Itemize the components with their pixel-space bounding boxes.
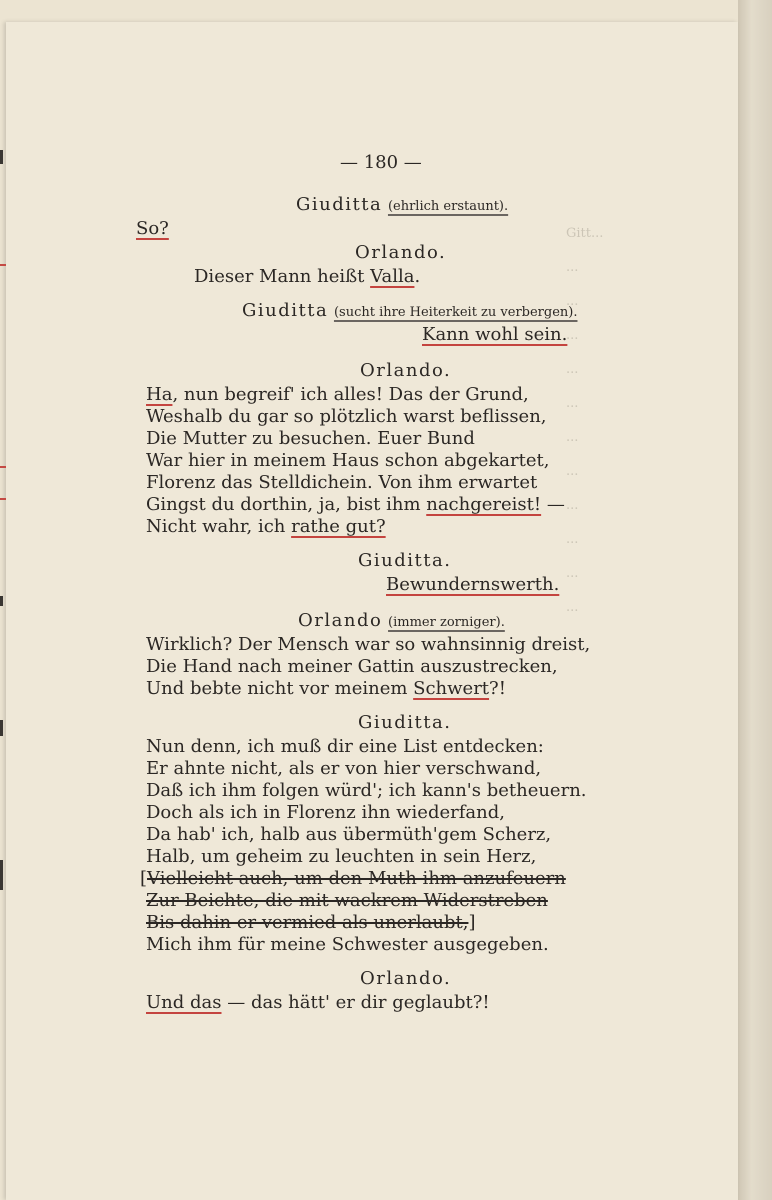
- verse-line: Doch als ich in Florenz ihn wiederfand,: [146, 802, 505, 823]
- verse-line: [146, 678, 506, 700]
- bleed-line: ...: [566, 328, 579, 343]
- bleed-line: ...: [566, 498, 579, 513]
- underlined-word: Ha: [146, 384, 173, 405]
- verse-line: [146, 912, 475, 934]
- verse-line: Florenz das Stelldichein. Von ihm erwartet: [146, 472, 538, 493]
- margin-mark: [0, 498, 6, 500]
- bleed-line: Gitt...: [566, 226, 604, 241]
- verse-line: [140, 868, 566, 890]
- verse-line: War hier in meinem Haus schon abgekartet,: [146, 450, 550, 471]
- speaker-name: Giuditta: [242, 300, 329, 321]
- verse-text: ?!: [489, 678, 506, 699]
- speaker-line: [298, 610, 505, 634]
- verse-line: [146, 494, 565, 516]
- stage-direction: (ehrlich erstaunt).: [387, 199, 509, 214]
- verse-text: Dieser Mann heißt: [194, 266, 371, 287]
- underlined-text: Kann wohl sein.: [422, 324, 568, 345]
- bleed-line: ...: [566, 362, 579, 377]
- underlined-word: nachgereist!: [426, 494, 542, 515]
- bleed-line: ...: [566, 566, 579, 581]
- speaker-name: Orlando: [298, 610, 383, 631]
- verse-line: [194, 266, 420, 288]
- page-edge: [738, 0, 772, 1200]
- verse-text: , nun begreif' ich alles! Das der Grund,: [172, 384, 529, 405]
- speaker-name: Giuditta.: [358, 712, 452, 733]
- verse-line: Er ahnte nicht, als er von hier verschwand,: [146, 758, 542, 779]
- speaker-name: Giuditta.: [358, 550, 452, 571]
- verse-line: [146, 384, 529, 406]
- verse-line: [146, 516, 386, 538]
- verse-line: [146, 992, 490, 1014]
- underlined-word: rathe gut?: [291, 516, 386, 537]
- underlined-word: Valla: [370, 266, 415, 287]
- bleed-line: ...: [566, 396, 579, 411]
- underlined-text: Bewundernswerth.: [386, 574, 560, 595]
- bleed-line: ...: [566, 532, 579, 547]
- verse-line: Halb, um geheim zu leuchten in sein Herz,: [146, 846, 537, 867]
- verse-text: —: [541, 494, 565, 515]
- speaker-line: [242, 300, 577, 324]
- margin-mark: [0, 466, 6, 468]
- bleed-line: ...: [566, 294, 579, 309]
- verse-line: [146, 890, 548, 912]
- underlined-word: Schwert: [413, 678, 490, 699]
- verse-text: — das hätt' er dir geglaubt?!: [221, 992, 490, 1013]
- margin-mark: [0, 264, 6, 266]
- bleed-line: ...: [566, 430, 579, 445]
- margin-tick: [0, 596, 3, 606]
- verse-line: [136, 218, 169, 240]
- verse-line: Nun denn, ich muß dir eine List entdecken:: [146, 736, 544, 757]
- speaker-line: [296, 194, 508, 218]
- verse-line: Die Hand nach meiner Gattin auszustrecken,: [146, 656, 558, 677]
- verse-line: Wirklich? Der Mensch war so wahnsinnig dreist,: [146, 634, 591, 655]
- verse-line: [422, 324, 567, 346]
- speaker-name: Giuditta: [296, 194, 383, 215]
- struck-text: Zur Beichte, die mit wackrem Widerstreben: [146, 890, 548, 911]
- bleed-line: ...: [566, 260, 579, 275]
- stage-direction: (sucht ihre Heiterkeit zu verbergen).: [333, 305, 578, 320]
- verse-text: .: [414, 266, 421, 287]
- verse-line: Da hab' ich, halb aus übermüth'gem Scherz,: [146, 824, 552, 845]
- stage-direction: (immer zorniger).: [388, 615, 505, 630]
- verse-text: So?: [136, 218, 169, 239]
- verse-line: Weshalb du gar so plötzlich warst beflissen,: [146, 406, 547, 427]
- struck-text: Vielleicht auch, um den Muth ihm anzufeuern: [147, 868, 566, 889]
- struck-text: Bis dahin er vermied als unerlaubt,: [146, 912, 469, 933]
- bleed-through-text: [566, 217, 736, 637]
- book-page: [6, 22, 738, 1200]
- verse-line: [386, 574, 559, 596]
- speaker-name: Orlando.: [360, 968, 452, 989]
- verse-line: Mich ihm für meine Schwester ausgegeben.: [146, 934, 549, 955]
- bracket: [: [140, 868, 148, 889]
- speaker-name: Orlando.: [355, 242, 447, 263]
- verse-line: Daß ich ihm folgen würd'; ich kann's betheuern.: [146, 780, 587, 801]
- bleed-line: ...: [566, 600, 579, 615]
- margin-tick: [0, 720, 3, 736]
- page-number: — 180 —: [340, 152, 422, 173]
- underlined-word: Und das: [146, 992, 222, 1013]
- verse-line: Die Mutter zu besuchen. Euer Bund: [146, 428, 475, 449]
- verse-text: Gingst du dorthin, ja, bist ihm: [146, 494, 427, 515]
- margin-tick: [0, 860, 3, 890]
- verse-text: Nicht wahr, ich: [146, 516, 292, 537]
- bracket: ]: [468, 912, 476, 933]
- speaker-name: Orlando.: [360, 360, 452, 381]
- verse-text: Und bebte nicht vor meinem: [146, 678, 414, 699]
- margin-tick: [0, 150, 3, 164]
- bleed-line: ...: [566, 464, 579, 479]
